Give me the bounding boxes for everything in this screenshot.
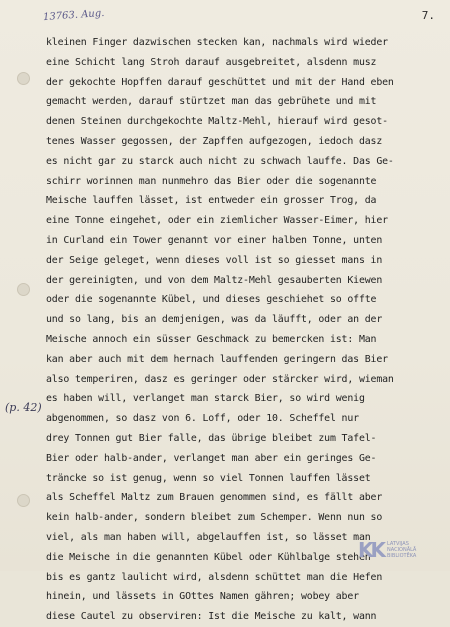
- text-line: abgenommen, so dasz von 6. Loff, oder 10. Scheffel nur: [46, 413, 359, 425]
- text-line: es nicht gar zu starck auch nicht zu schwach lauffe. Das Ge-: [46, 155, 394, 167]
- text-line: also temperiren, dasz es geringer oder stärcker wird, wieman: [46, 373, 394, 385]
- punch-hole: [17, 283, 30, 296]
- library-watermark-stamp: [358, 533, 444, 567]
- text-line: denen Steinen durchgekochte Maltz-Mehl, hierauf wird gesot-: [46, 116, 388, 128]
- text-line: kein halb-ander, sondern bleibet zum Schemper. Wenn nun so: [46, 512, 383, 524]
- library-logo-icon: KK: [358, 538, 383, 562]
- archive-reference-note: 13763. Aug.: [42, 7, 105, 24]
- library-stamp-text: LATVIJAS NACIONĀLĀ BIBLIOTĒKA: [387, 541, 417, 559]
- text-line: träncke so ist genug, wenn so viel Tonnen lauffen lässet: [46, 472, 371, 484]
- text-line: tenes Wasser gegossen, der Zapffen aufgezogen, iedoch dasz: [46, 135, 383, 147]
- page-number: 7.: [421, 9, 435, 22]
- text-line: der gereinigten, und von dem Maltz-Mehl gesauberten Kiewen: [46, 274, 383, 286]
- text-line: der Seige geleget, wenn dieses voll ist so giesset mans in: [46, 254, 383, 266]
- text-line: oder die sogenannte Kübel, und dieses geschiehet so offte: [46, 294, 377, 306]
- text-line: die Meische in die genannten Kübel oder Kühlbalge stehen: [46, 551, 371, 563]
- text-line: Bier oder halb-ander, verlanget man aber ein geringes Ge-: [46, 452, 377, 464]
- text-line: Meische lauffen lässet, ist entweder ein grosser Trog, da: [46, 195, 377, 207]
- text-line: drey Tonnen gut Bier falle, das übrige bleibet zum Tafel-: [46, 432, 377, 444]
- text-line: gemacht werden, darauf stürtzet man das gebrühete und mit: [46, 96, 377, 108]
- text-line: viel, als man haben will, abgelauffen ist, so lässet man: [46, 531, 371, 543]
- text-line: in Curland ein Tower genannt vor einer halben Tonne, unten: [46, 234, 383, 246]
- text-line: und so lang, bis an demjenigen, was da läufft, oder an der: [46, 314, 383, 326]
- text-line: kleinen Finger dazwischen stecken kan, nachmals wird wieder: [46, 37, 388, 48]
- text-line: Meische annoch ein süsser Geschmack zu bemercken ist: Man: [46, 333, 377, 345]
- punch-hole: [17, 72, 30, 85]
- punch-hole: [17, 494, 30, 507]
- text-line: bis es gantz laulicht wird, alsdenn schüttet man die Hefen: [46, 571, 383, 583]
- text-line: hinein, und lässets in GOttes Namen gähren; wobey aber: [46, 591, 359, 603]
- text-line: der gekochte Hopffen darauf geschüttet und mit der Hand eben: [46, 76, 394, 88]
- text-line: es haben will, verlanget man starck Bier, so wird wenig: [46, 393, 365, 405]
- text-line: schirr worinnen man nunmehro das Bier oder die sogenannte: [46, 175, 377, 187]
- margin-page-reference: (p. 42): [5, 401, 42, 414]
- text-line: diese Cautel zu observiren: Ist die Meische zu kalt, wann: [46, 611, 377, 623]
- text-line: eine Schicht lang Stroh darauf ausgebreitet, alsdenn musz: [46, 56, 377, 68]
- text-line: eine Tonne eingehet, oder ein ziemlicher Wasser-Eimer, hier: [46, 215, 388, 227]
- text-line: als Scheffel Maltz zum Brauen genommen sind, es fällt aber: [46, 492, 383, 504]
- text-line: kan aber auch mit dem hernach lauffenden geringern das Bier: [46, 353, 388, 365]
